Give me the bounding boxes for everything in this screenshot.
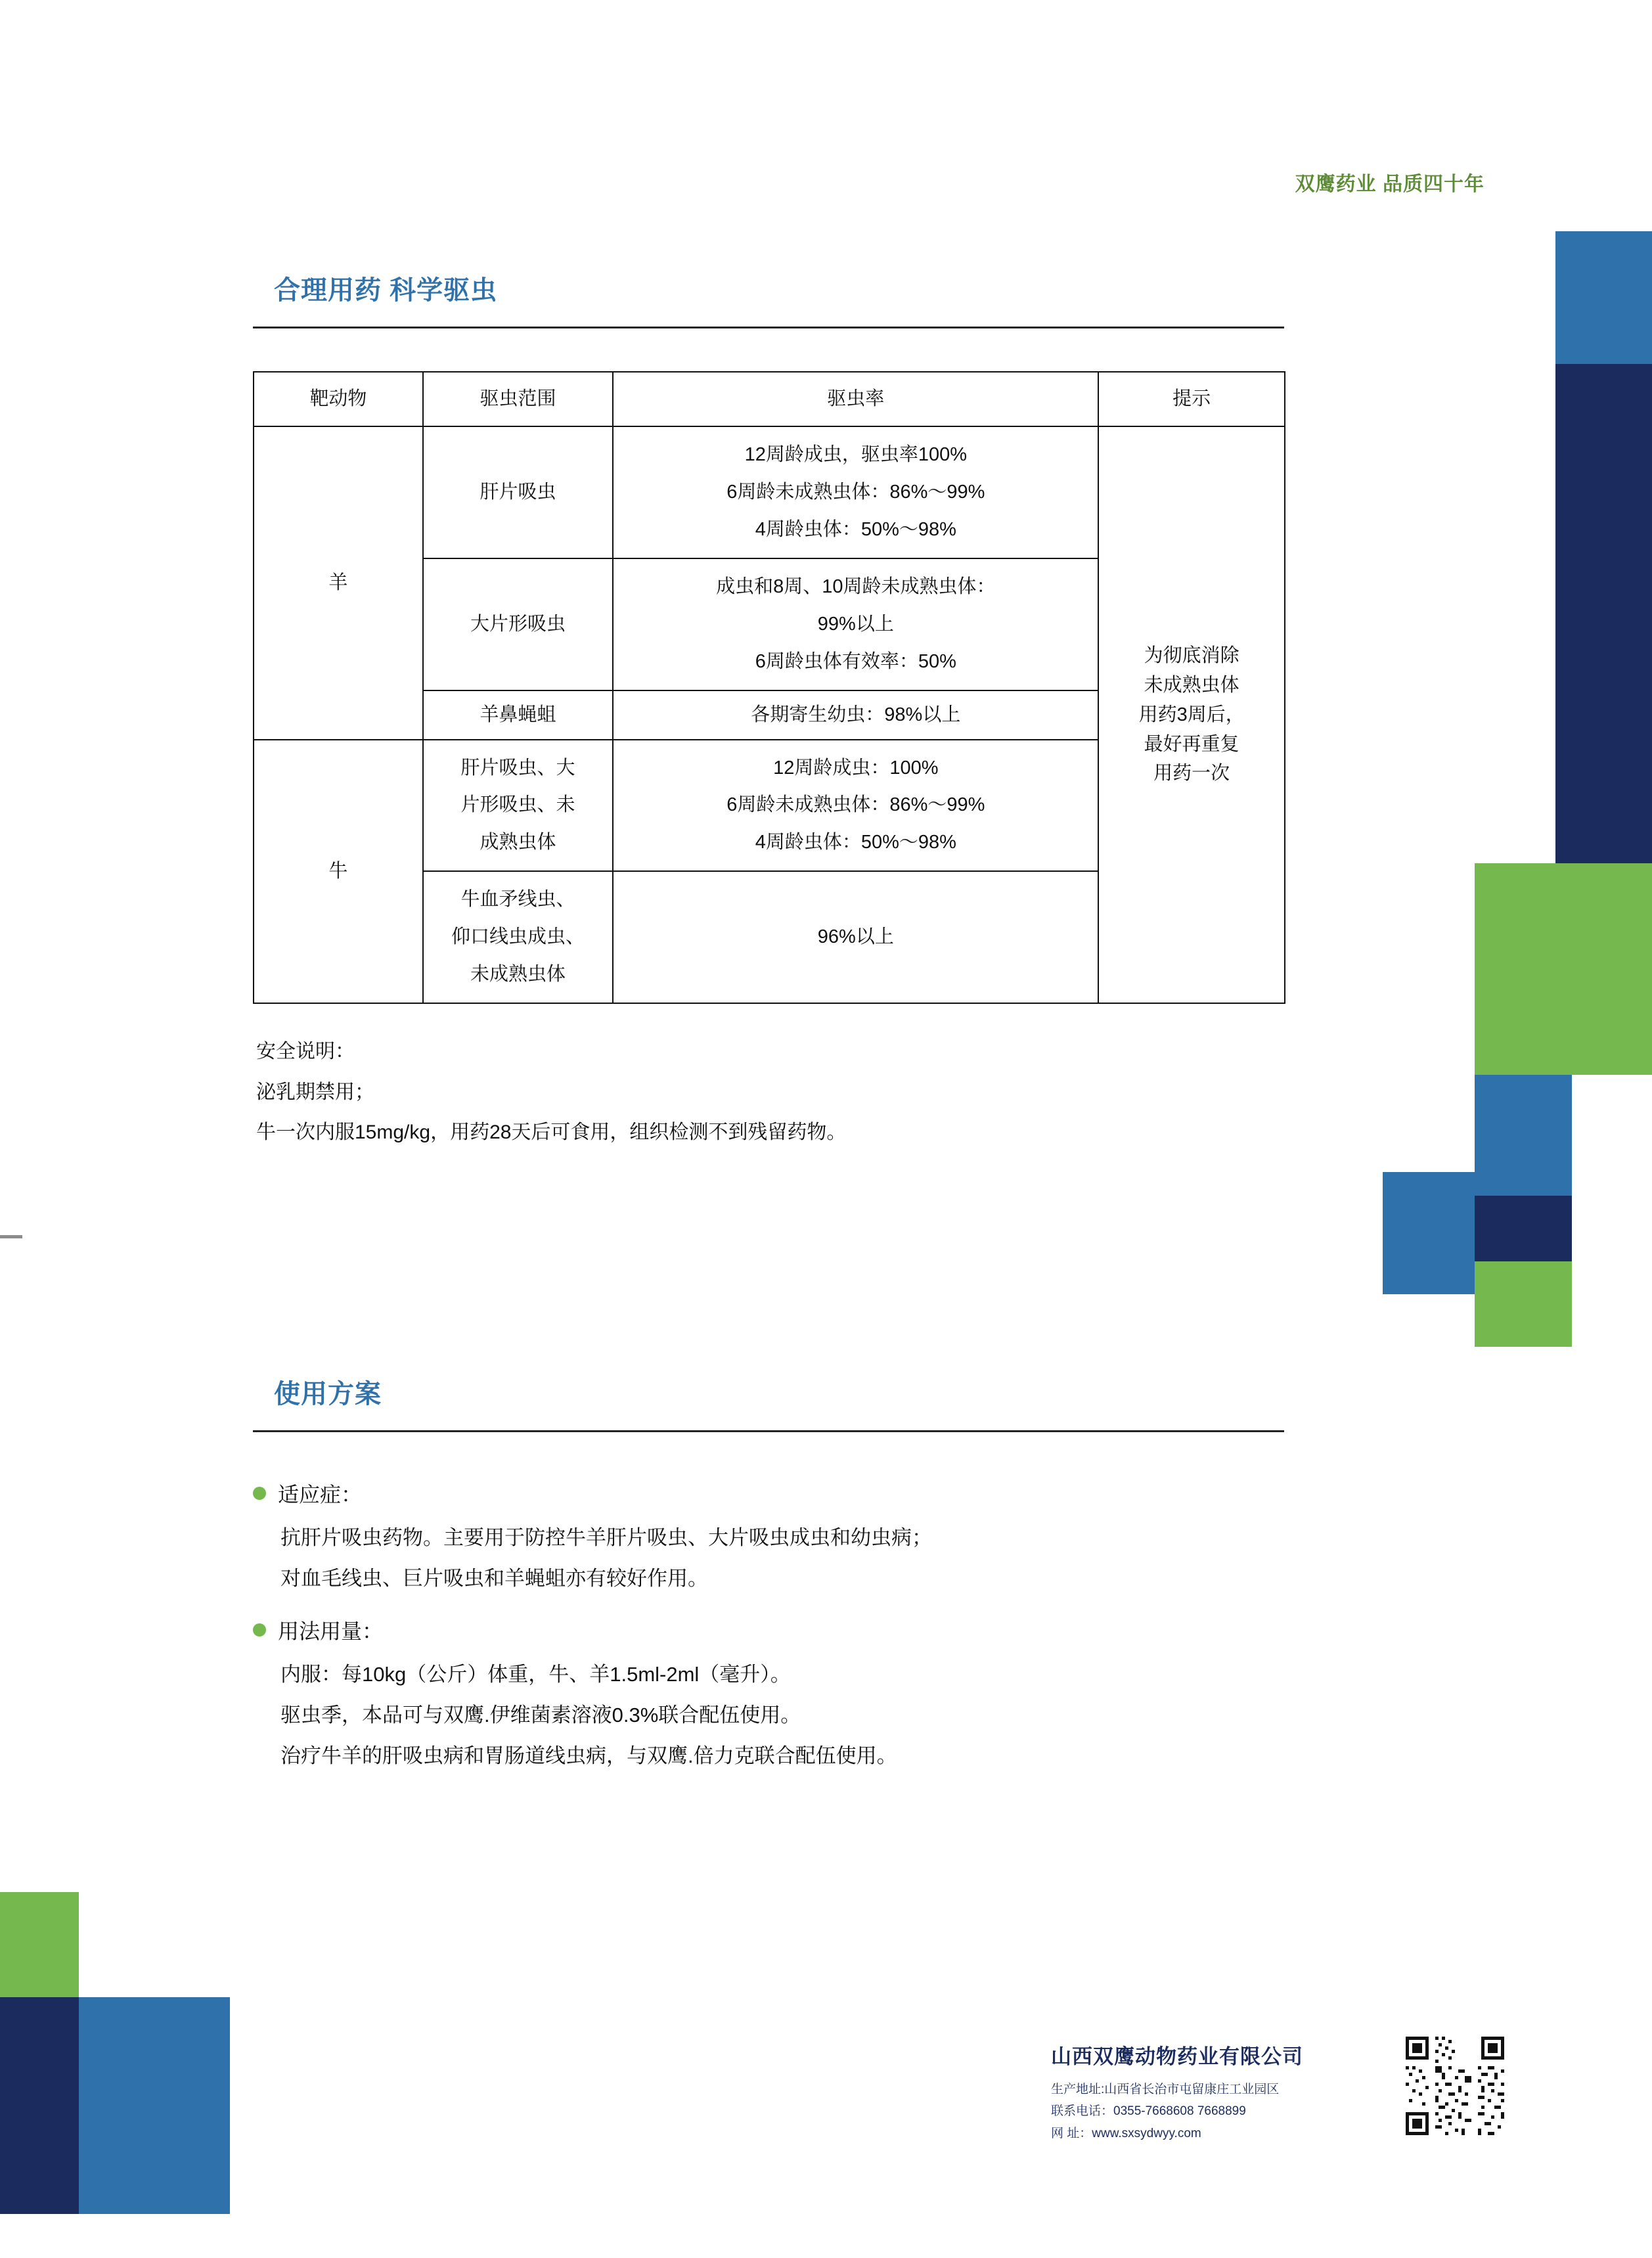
cell-animal-cattle: 牛: [254, 740, 423, 1004]
cell-rate-nasal-bot: 各期寄生幼虫：98%以上: [613, 690, 1098, 740]
decor-block-blue-left: [1383, 1172, 1475, 1294]
safety-line: 泌乳期禁用；: [256, 1081, 374, 1103]
usage-item-body: [280, 1518, 1304, 1599]
rate-line: 4周龄虫体：50%～98%: [755, 518, 956, 540]
safety-line: 牛一次内服15mg/kg，用药28天后可食用，组织检测不到残留药物。: [256, 1121, 847, 1143]
rate-line: 12周龄成虫：100%: [773, 757, 939, 779]
company-phone: 联系电话：0355-7668608 7668899: [1051, 2104, 1246, 2119]
usage-line: 驱虫季，本品可与双鹰.伊维菌素溶液0.3%联合配伍使用。: [280, 1704, 801, 1727]
usage-plan: [253, 1478, 1304, 1792]
usage-line: 对血毛线虫、巨片吸虫和羊蝇蛆亦有较好作用。: [280, 1567, 708, 1590]
cell-rate-liver-fluke: [613, 426, 1098, 558]
cell-scope-nasal-bot: 羊鼻蝇蛆: [423, 690, 614, 740]
deworming-table: [253, 371, 1285, 1004]
cell-scope-giant-fluke: 大片形吸虫: [423, 558, 614, 690]
usage-item-header: [253, 1478, 1304, 1508]
deworming-table-wrapper: [253, 371, 1285, 1004]
cell-scope-liver-fluke: 肝片吸虫: [423, 426, 614, 558]
scope-line: 牛血矛线虫、: [460, 889, 575, 911]
decor-block-green-bottom-left: [0, 1892, 79, 1997]
decor-block-green-small: [1475, 1261, 1572, 1347]
scope-line: 肝片吸虫、大: [460, 757, 575, 779]
section-title-2: 使用方案: [274, 1380, 382, 1409]
tip-line: 为彻底消除: [1144, 644, 1239, 666]
table-header-row: [254, 372, 1285, 426]
decor-block-blue-mid: [1475, 1075, 1572, 1196]
cell-rate-giant-fluke: [613, 558, 1098, 690]
cell-scope-cattle-nematodes: [423, 871, 614, 1003]
section-divider-1: [253, 327, 1284, 328]
cell-tip-note: [1098, 426, 1285, 1003]
list-item: [253, 1615, 1304, 1776]
rate-line: 6周龄未成熟虫体：86%～99%: [726, 481, 985, 503]
decor-block-navy-bottom-left: [0, 1997, 79, 2106]
company-website: 网 址：www.sxsydwyy.com: [1051, 2126, 1201, 2140]
footer-contact-block: [1051, 2040, 1642, 2144]
decor-block-green: [1475, 863, 1652, 1075]
bullet-dot-icon: [253, 1487, 266, 1500]
table-header-tip: 提示: [1098, 372, 1285, 426]
decor-block-blue-top: [1555, 231, 1652, 364]
brand-tagline: 双鹰药业 品质四十年: [1295, 173, 1485, 195]
rate-line: 6周龄虫体有效率：50%: [755, 650, 956, 672]
cell-scope-cattle-flukes: [423, 740, 614, 872]
decor-block-navy: [1555, 364, 1652, 863]
company-address: 生产地址:山西省长治市屯留康庄工业园区: [1051, 2083, 1280, 2096]
usage-item-label: 适应症：: [278, 1483, 363, 1506]
tip-line: 用药一次: [1153, 763, 1230, 784]
usage-line: 内服：每10kg（公斤）体重，牛、羊1.5ml-2ml（毫升）。: [280, 1663, 791, 1686]
usage-item-body: [280, 1654, 1304, 1776]
usage-item-label: 用法用量：: [278, 1619, 384, 1643]
rate-line: 99%以上: [817, 613, 894, 635]
cell-rate-cattle-flukes: [613, 740, 1098, 872]
company-details: [1051, 2079, 1642, 2144]
tip-line: 用药3周后，: [1138, 704, 1245, 725]
usage-line: 治疗牛羊的肝吸虫病和胃肠道线虫病，与双鹰.倍力克联合配伍使用。: [280, 1744, 897, 1767]
rate-line: 4周龄虫体：50%～98%: [755, 832, 956, 853]
scope-line: 片形吸虫、未: [460, 794, 575, 816]
cell-animal-sheep: 羊: [254, 426, 423, 740]
bullet-dot-icon: [253, 1623, 266, 1637]
safety-title: 安全说明：: [256, 1041, 355, 1062]
scope-line: 未成熟虫体: [470, 964, 566, 985]
table-header-scope: 驱虫范围: [423, 372, 614, 426]
company-name: 山西双鹰动物药业有限公司: [1051, 2045, 1303, 2068]
usage-line: 抗肝片吸虫药物。主要用于防控牛羊肝片吸虫、大片吸虫成虫和幼虫病；: [280, 1526, 932, 1549]
cell-rate-cattle-nematodes: 96%以上: [613, 871, 1098, 1003]
rate-line: 6周龄未成熟虫体：86%～99%: [726, 794, 985, 816]
decor-block-navy-bottom-left-2: [0, 2106, 79, 2214]
decor-block-blue-bottom-left: [79, 1997, 230, 2214]
tip-line: 未成熟虫体: [1144, 674, 1239, 696]
tip-line: 最好再重复: [1144, 733, 1239, 755]
table-row: [254, 426, 1285, 558]
qr-code-icon: [1402, 2033, 1507, 2138]
table-header-rate: 驱虫率: [613, 372, 1098, 426]
decor-crop-mark: [0, 1235, 22, 1238]
usage-item-header: [253, 1615, 1304, 1645]
scope-line: 成熟虫体: [480, 832, 556, 853]
section-title-1: 合理用药 科学驱虫: [274, 276, 498, 305]
scope-line: 仰口线虫成虫、: [451, 926, 585, 948]
table-header-animal: 靶动物: [254, 372, 423, 426]
safety-notes: [256, 1031, 846, 1153]
list-item: [253, 1478, 1304, 1599]
rate-line: 12周龄成虫，驱虫率100%: [744, 443, 968, 465]
section-divider-2: [253, 1430, 1284, 1432]
rate-line: 成虫和8周、10周龄未成熟虫体：: [716, 576, 996, 597]
section-heading-usage: [253, 1373, 1284, 1432]
section-heading-dosing: [253, 269, 1284, 328]
